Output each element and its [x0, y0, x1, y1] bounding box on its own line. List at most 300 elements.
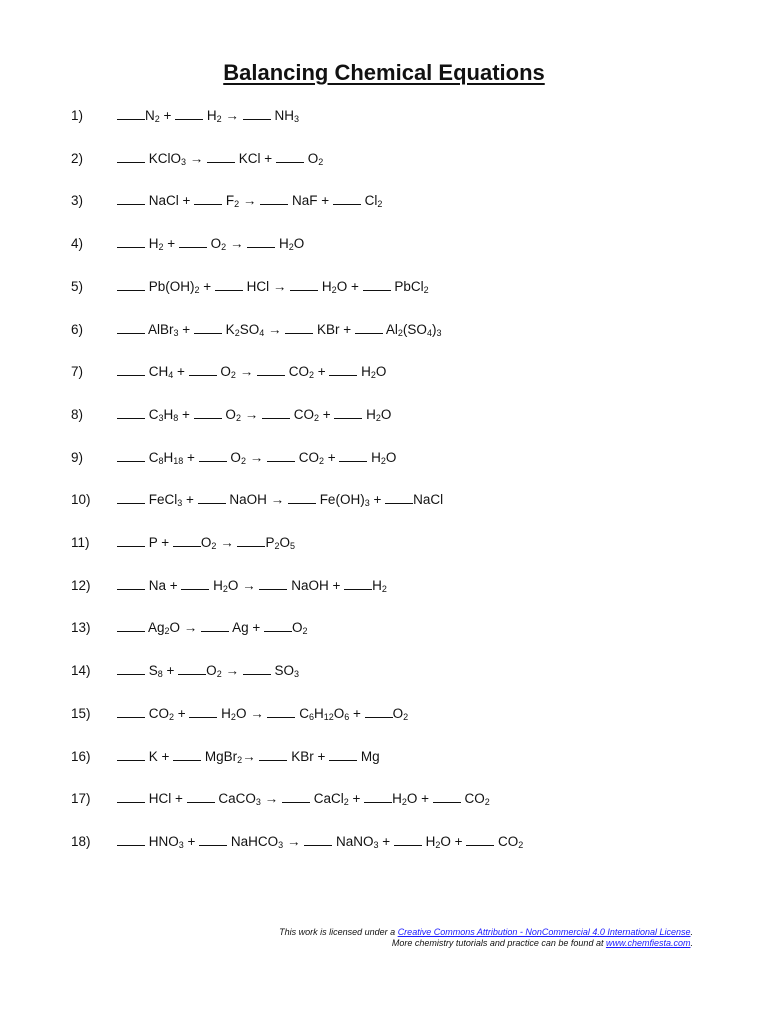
subscript: 2	[211, 541, 217, 551]
subscript: 2	[381, 583, 387, 594]
coefficient-blank[interactable]	[267, 449, 295, 462]
equation-text: K	[221, 321, 235, 337]
subscript: 2	[484, 797, 490, 808]
problem-row	[0, 106, 768, 126]
coefficient-blank[interactable]	[117, 406, 145, 419]
equation-text: H	[392, 791, 402, 807]
coefficient-blank[interactable]	[117, 321, 145, 334]
equation-text: O →	[235, 705, 268, 721]
subscript: 2	[158, 242, 164, 253]
equation-text: Ag +	[229, 620, 264, 636]
coefficient-blank[interactable]	[243, 107, 271, 120]
equation-text: H	[275, 236, 289, 252]
subscript: 2	[435, 839, 441, 850]
equation	[117, 661, 299, 681]
equation-text: O	[206, 663, 217, 679]
coefficient-blank[interactable]	[117, 705, 145, 718]
coefficient-blank[interactable]	[276, 150, 304, 163]
problem-number: 5)	[71, 278, 84, 294]
coefficient-blank[interactable]	[201, 619, 229, 632]
equation-text: NaOH →	[225, 492, 288, 508]
equation	[117, 405, 391, 425]
equation-text: →	[283, 833, 305, 849]
subscript: 2	[308, 370, 314, 381]
equation-text: O +	[440, 833, 467, 849]
subscript: 2	[288, 242, 294, 253]
subscript: 2	[302, 626, 308, 637]
subscript: 8	[157, 669, 163, 680]
coefficient-blank[interactable]	[117, 534, 145, 547]
equation-text: CO	[284, 364, 309, 380]
equation-text: +	[349, 705, 365, 721]
subscript: 3	[178, 839, 184, 850]
coefficient-blank[interactable]	[199, 449, 227, 462]
subscript: 2	[222, 583, 228, 594]
equation-text: Mg	[357, 748, 380, 764]
problem-number: 9)	[71, 449, 84, 465]
equation-text: O	[293, 236, 305, 252]
subscript: 2	[237, 754, 243, 765]
equation-text: +	[199, 278, 215, 294]
equation	[117, 533, 295, 553]
problem-row	[0, 576, 768, 596]
subscript: 8	[173, 412, 179, 423]
equation-text: FeCl	[145, 492, 178, 508]
problem-row	[0, 448, 768, 468]
page-title-text: Balancing Chemical Equations	[223, 60, 545, 85]
subscript: 2	[313, 412, 319, 423]
coefficient-blank[interactable]	[264, 619, 292, 632]
problem-row	[0, 362, 768, 382]
subscript: 2	[331, 284, 337, 295]
coefficient-blank[interactable]	[194, 192, 222, 205]
equation-text: O	[380, 406, 392, 422]
equation	[117, 789, 490, 809]
equation-text: O	[333, 705, 345, 721]
coefficient-blank[interactable]	[194, 321, 222, 334]
equation-text: H	[421, 833, 436, 849]
equation-text: H	[217, 705, 231, 721]
equation-text: H	[372, 577, 382, 593]
equation-text: O →	[227, 577, 260, 593]
problem-number: 7)	[71, 364, 84, 380]
subscript: 2	[403, 711, 409, 722]
problem-row	[0, 661, 768, 681]
problem-number: 12)	[71, 577, 91, 593]
subscript: 12	[323, 711, 334, 722]
coefficient-blank[interactable]	[175, 107, 203, 120]
coefficient-blank[interactable]	[355, 321, 383, 334]
coefficient-blank[interactable]	[178, 662, 206, 675]
equation-text: K +	[145, 748, 174, 764]
subscript: 3	[293, 669, 299, 680]
subscript: 2	[423, 284, 429, 295]
coefficient-blank[interactable]	[260, 192, 288, 205]
coefficient-blank[interactable]	[257, 363, 285, 376]
coefficient-blank[interactable]	[173, 748, 201, 761]
equation-text: AlBr	[145, 321, 174, 337]
equation	[117, 362, 386, 382]
equation-text: H	[209, 577, 223, 593]
problem-number: 3)	[71, 193, 84, 209]
problem-row	[0, 277, 768, 297]
coefficient-blank[interactable]	[285, 321, 313, 334]
problem-row	[0, 789, 768, 809]
subscript: 2	[234, 199, 240, 210]
equation-text: O +	[406, 791, 433, 807]
equation-text: CO	[460, 791, 485, 807]
equation-text: +	[324, 449, 340, 465]
equation-text: O →	[169, 620, 202, 636]
subscript: 2	[154, 114, 160, 124]
equation-text: CaCO	[214, 791, 256, 807]
equation-text: →	[264, 321, 286, 337]
equation-text: C	[295, 705, 309, 721]
coefficient-blank[interactable]	[267, 705, 295, 718]
coefficient-blank[interactable]	[334, 406, 362, 419]
equation-text: O	[303, 150, 319, 166]
coefficient-blank[interactable]	[194, 406, 222, 419]
subscript: 6	[308, 711, 314, 722]
equation	[117, 234, 304, 254]
footer-more-line	[279, 938, 693, 949]
equation-text: +	[183, 449, 199, 465]
equation-text: SO	[239, 321, 260, 337]
equation-text: +	[369, 492, 386, 508]
equation	[117, 106, 299, 126]
equation-text: O	[226, 449, 241, 465]
equation-text: NaCl	[413, 492, 444, 508]
subscript: 3	[177, 498, 183, 509]
subscript: 4	[426, 327, 432, 338]
equation	[117, 618, 308, 638]
equation-text: →	[245, 449, 267, 465]
problem-row	[0, 320, 768, 340]
problem-number: 1)	[71, 108, 84, 123]
equation-text: →	[186, 150, 208, 166]
equation-text: →	[260, 791, 282, 807]
equation-text: CH	[145, 364, 169, 380]
coefficient-blank[interactable]	[363, 278, 391, 291]
equation-text: O	[221, 406, 236, 422]
equation-text: NH	[270, 108, 294, 123]
equation-text: NaCl +	[145, 193, 195, 209]
equation-text: +	[319, 406, 335, 422]
subscript: 18	[173, 455, 184, 466]
coefficient-blank[interactable]	[282, 790, 310, 803]
equation-text: H	[318, 278, 332, 294]
subscript: 3	[158, 412, 164, 423]
coefficient-blank[interactable]	[117, 577, 145, 590]
equation-text: Ag	[145, 620, 165, 636]
subscript: 2	[375, 412, 381, 423]
coefficient-blank[interactable]	[329, 748, 357, 761]
subscript: 2	[216, 669, 222, 680]
equation-text: O	[206, 236, 222, 252]
equation-text: )	[431, 321, 437, 337]
equation-text: Cl	[360, 193, 378, 209]
footer-more-text: More chemistry tutorials and practice can be found at	[391, 938, 606, 948]
equation-text: KBr +	[313, 321, 355, 337]
coefficient-blank[interactable]	[243, 662, 271, 675]
coefficient-blank[interactable]	[364, 790, 392, 803]
equation	[117, 149, 323, 169]
subscript: 2	[230, 711, 236, 722]
coefficient-blank[interactable]	[288, 491, 316, 504]
footer	[279, 927, 693, 949]
subscript: 3	[436, 327, 442, 338]
subscript: 2	[230, 370, 236, 381]
equation-text: H	[357, 364, 371, 380]
subscript: 2	[194, 284, 200, 295]
equation	[117, 320, 441, 340]
equation-text: H	[163, 449, 174, 465]
equation-text: O	[216, 364, 231, 380]
problem-row	[0, 832, 768, 852]
subscript: 3	[364, 498, 370, 509]
coefficient-blank[interactable]	[466, 833, 494, 846]
problem-number: 18)	[71, 833, 91, 849]
equation-text: CO	[145, 705, 170, 721]
subscript: 2	[318, 156, 324, 167]
coefficient-blank[interactable]	[262, 406, 290, 419]
problem-number: 15)	[71, 705, 91, 721]
coefficient-blank[interactable]	[189, 363, 217, 376]
equation	[117, 747, 380, 767]
equation-text: CO	[289, 406, 314, 422]
equation-text: +	[348, 791, 365, 807]
equation-text: +	[182, 492, 198, 508]
equation-text: HNO	[145, 833, 179, 849]
equation-text: NaNO	[332, 833, 374, 849]
equation-text: Na +	[145, 577, 182, 593]
subscript: 3	[278, 839, 284, 850]
equation	[117, 448, 396, 468]
equation-text: O	[375, 364, 387, 380]
equation	[117, 490, 443, 510]
equation-text: +	[162, 663, 179, 679]
subscript: 2	[221, 242, 227, 253]
equation-text: →	[216, 535, 238, 550]
problem-row	[0, 533, 768, 553]
subscript: 3	[293, 114, 299, 124]
equation-text: Al	[382, 321, 398, 337]
problem-number: 10)	[71, 492, 91, 508]
coefficient-blank[interactable]	[117, 790, 145, 803]
coefficient-blank[interactable]	[179, 235, 207, 248]
problem-number: 17)	[71, 791, 91, 807]
footer-more-end: .	[690, 938, 693, 948]
equation-text: O	[200, 535, 212, 550]
equation-text: +	[159, 108, 176, 123]
equation-text: H	[145, 236, 159, 252]
coefficient-blank[interactable]	[117, 619, 145, 632]
coefficient-blank[interactable]	[117, 278, 145, 291]
equation-text: H	[313, 705, 324, 721]
coefficient-blank[interactable]	[259, 748, 287, 761]
problem-number: 8)	[71, 406, 84, 422]
equation-text: +	[183, 833, 200, 849]
equation-text: +	[378, 833, 394, 849]
coefficient-blank[interactable]	[333, 192, 361, 205]
coefficient-blank[interactable]	[304, 833, 332, 846]
equation-text: O	[291, 620, 303, 636]
coefficient-blank[interactable]	[394, 833, 422, 846]
equation-text: N	[145, 108, 155, 123]
subscript: 2	[318, 455, 324, 466]
coefficient-blank[interactable]	[187, 790, 215, 803]
subscript: 3	[255, 797, 261, 808]
equation-text: H	[163, 406, 174, 422]
subscript: 4	[168, 370, 174, 381]
coefficient-blank[interactable]	[329, 363, 357, 376]
chemfiesta-link[interactable]: www.chemfiesta.com	[605, 938, 691, 948]
equation-text: NaHCO	[227, 833, 279, 849]
subscript: 5	[290, 541, 296, 551]
equation-text: Pb(OH)	[145, 278, 195, 294]
equation	[117, 704, 408, 724]
problem-row	[0, 405, 768, 425]
equation-text: +	[313, 364, 330, 380]
equation-text: S	[145, 663, 158, 679]
equation-text: HCl →	[242, 278, 291, 294]
problem-number: 16)	[71, 748, 91, 764]
coefficient-blank[interactable]	[117, 491, 145, 504]
equation-text: +	[174, 705, 190, 721]
equation-text: KBr +	[287, 748, 330, 764]
footer-license-text: This work is licensed under a	[279, 927, 398, 937]
equation-text: PbCl	[390, 278, 424, 294]
equation-text: +	[163, 236, 179, 252]
subscript: 2	[240, 455, 246, 466]
coefficient-blank[interactable]	[290, 278, 318, 291]
equation	[117, 576, 387, 596]
equation-text: F	[222, 193, 235, 209]
footer-license-end: .	[690, 927, 693, 937]
coefficient-blank[interactable]	[117, 662, 145, 675]
subscript: 2	[370, 370, 376, 381]
coefficient-blank[interactable]	[117, 748, 145, 761]
coefficient-blank[interactable]	[385, 491, 413, 504]
subscript: 4	[259, 327, 265, 338]
coefficient-blank[interactable]	[199, 833, 227, 846]
coefficient-blank[interactable]	[117, 150, 145, 163]
equation	[117, 277, 429, 297]
equation-text: NaOH +	[287, 577, 345, 593]
equation-text: CO	[494, 833, 519, 849]
subscript: 3	[181, 156, 187, 167]
subscript: 2	[397, 327, 403, 338]
equation-text: +	[178, 321, 194, 337]
problem-number: 11)	[71, 535, 90, 550]
equation-text: KCl +	[235, 150, 276, 166]
coefficient-blank[interactable]	[207, 150, 235, 163]
equation-text: C	[145, 449, 159, 465]
problem-number: 14)	[71, 663, 91, 679]
problem-row	[0, 149, 768, 169]
subscript: 2	[216, 114, 222, 124]
problem-number: 13)	[71, 620, 91, 636]
license-link[interactable]: Creative Commons Attribution - NonCommercial 4.0 International License	[397, 927, 691, 937]
coefficient-blank[interactable]	[339, 449, 367, 462]
equation-text: MgBr	[201, 748, 238, 764]
problem-row	[0, 618, 768, 638]
equation-text: Fe(OH)	[315, 492, 365, 508]
equation-text: SO	[270, 663, 294, 679]
coefficient-blank[interactable]	[117, 235, 145, 248]
equation	[117, 832, 523, 852]
subscript: 2	[377, 199, 383, 210]
equation-text: H	[203, 108, 217, 123]
subscript: 2	[343, 797, 349, 808]
equation-text: KClO	[145, 150, 182, 166]
subscript: 2	[234, 327, 240, 338]
equation	[117, 191, 382, 211]
subscript: 3	[373, 839, 379, 850]
subscript: 8	[158, 455, 164, 466]
equation-text: →	[242, 748, 260, 764]
equation-text: O +	[336, 278, 363, 294]
equation-text: →	[221, 663, 243, 679]
equation-text: O	[279, 535, 290, 550]
coefficient-blank[interactable]	[181, 577, 209, 590]
subscript: 2	[169, 711, 175, 722]
equation-text: O	[392, 705, 404, 721]
coefficient-blank[interactable]	[215, 278, 243, 291]
coefficient-blank[interactable]	[198, 491, 226, 504]
coefficient-blank[interactable]	[247, 235, 275, 248]
problem-row	[0, 704, 768, 724]
coefficient-blank[interactable]	[117, 363, 145, 376]
coefficient-blank[interactable]	[117, 449, 145, 462]
equation-text: O	[385, 449, 397, 465]
subscript: 3	[173, 327, 179, 338]
problem-row	[0, 747, 768, 767]
coefficient-blank[interactable]	[117, 833, 145, 846]
coefficient-blank[interactable]	[173, 534, 201, 547]
subscript: 2	[380, 455, 386, 466]
problem-row	[0, 234, 768, 254]
coefficient-blank[interactable]	[259, 577, 287, 590]
subscript: 2	[401, 797, 407, 808]
equation-text: NaF +	[288, 193, 333, 209]
equation-text: +	[178, 406, 194, 422]
equation-text: P +	[145, 535, 173, 550]
equation-text: HCl +	[145, 791, 187, 807]
equation-text: CO	[294, 449, 319, 465]
coefficient-blank[interactable]	[344, 577, 372, 590]
equation-text: H	[367, 449, 381, 465]
page-title	[0, 60, 768, 86]
footer-license-line	[279, 927, 693, 938]
problem-row	[0, 191, 768, 211]
coefficient-blank[interactable]	[189, 705, 217, 718]
coefficient-blank[interactable]	[237, 534, 265, 547]
equation-text: →	[240, 406, 262, 422]
equation-text: CaCl	[309, 791, 344, 807]
equation-text: →	[226, 236, 248, 252]
subscript: 6	[344, 711, 350, 722]
problem-number: 2)	[71, 150, 84, 166]
coefficient-blank[interactable]	[433, 790, 461, 803]
coefficient-blank[interactable]	[117, 107, 145, 120]
coefficient-blank[interactable]	[117, 192, 145, 205]
problem-number: 4)	[71, 236, 84, 252]
equation-text: P	[265, 535, 275, 550]
coefficient-blank[interactable]	[365, 705, 393, 718]
problem-number: 6)	[71, 321, 84, 337]
equation-text: +	[173, 364, 189, 380]
